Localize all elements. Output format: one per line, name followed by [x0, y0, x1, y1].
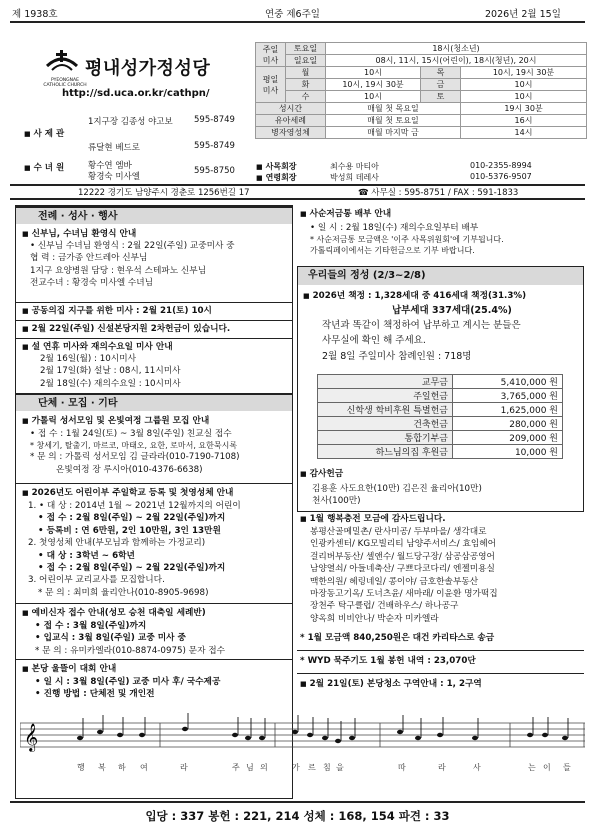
notice-body: • 신부님 수녀님 환영식 : 2월 22일(주일) 교중미사 중 협 력 : 금가종 안드레아 신부님 1지구 요양병원 담당 : 현우석 스테파노 신부님 전교수녀 : 황경숙 미사엘 수녀님: [30, 241, 235, 289]
bulletin-top-bar: [10, 6, 585, 20]
contact-tel: 010-2355-8994: [470, 161, 532, 170]
table-row: 주일헌금 3,765,000 원: [318, 389, 563, 403]
table-row: 건축헌금 280,000 원: [318, 417, 563, 431]
time-cell: 10시: [461, 79, 587, 91]
divider: [297, 673, 584, 674]
contact-name: 박성희 데레사: [330, 173, 379, 182]
time-cell: 10시: [326, 67, 421, 79]
staff-role: 수 녀 원: [33, 163, 65, 173]
hymn-lyrics: 행 복 하 여 라 주 님 의 가 르 침 을 따 라 사 는 이 들: [77, 763, 571, 772]
logo-subtitle: PYEONGNAE CATHOLIC CHURCH: [43, 78, 87, 88]
bullet-icon: [303, 291, 313, 301]
label: 평일: [262, 74, 279, 84]
day-cell: 금: [421, 79, 461, 91]
notice-title: ■ 감사헌금: [300, 468, 343, 480]
section-header: 단체 · 모집 · 기타: [16, 393, 292, 411]
service-when: 매월 첫 토요일: [326, 115, 461, 127]
contact-name: 최수용 마티아: [330, 162, 379, 171]
section-header: 우리들의 정성 (2/3~2/8): [298, 267, 583, 285]
notice-body: 1. • 대 상 : 2014년 1월 ~ 2021년 12월까지의 어린이 • 접 수 : 2월 8일(주일) ~ 2월 22일(주일)까지 • 등록비 : 연 6만원, 2인 10만원, 3인 13만원 2. 첫영성체 안내(부모님과 함께하는 가정교리) • 대 상 : 3학년 ~ 6학년 • 접 수 : 2월 8일(주일) ~ 2월 22일(주일)까지 3. 어린이부 교리교사를 모집합니다. * 문 의 : 최미희 율리안나(010-8905-9698): [28, 501, 241, 598]
label: 미사: [262, 85, 279, 95]
bullet-icon: [300, 679, 310, 689]
service-time: 19시 30분: [461, 103, 587, 115]
notice-title: ■ 신부님, 수녀님 환영식 안내: [22, 228, 136, 240]
bullet-icon: [22, 229, 32, 239]
service-when: 매월 첫 목요일: [326, 103, 461, 115]
notice-text: * WYD 묵주기도 1월 봉헌 내역 : 23,070단: [300, 656, 476, 666]
divider: [16, 320, 292, 321]
time-cell: 10시, 19시 30분: [461, 67, 587, 79]
service-time: 16시: [461, 115, 587, 127]
service-label: 성시간: [256, 103, 326, 115]
divider: [16, 603, 292, 604]
divider: [16, 302, 292, 303]
service-label: 병자영성체: [256, 127, 326, 139]
notice-title: ■ 2026년 책정 : 1,328세대 중 416세대 책정(31.3%): [303, 290, 526, 302]
bullet-icon: [24, 129, 34, 139]
bullet-icon: [256, 173, 266, 182]
notice-body: 2월 16일(월) : 10시미사 2월 17일(화) 설날 : 08시, 11시미사 2월 18일(수) 재의수요일 : 10시미사: [40, 354, 181, 389]
label: 미사: [262, 55, 279, 65]
notice-title: ■ 설 연휴 미사와 재의수요일 미사 안내: [22, 341, 173, 353]
church-logo-icon: [44, 48, 80, 78]
staff-name: 황수연 엠바: [88, 161, 132, 171]
church-name: 평내성가정성당: [85, 58, 211, 79]
staff-name: 1지구장 김종성 야고보: [88, 117, 173, 127]
office-phone: ☎ 사무실 : 595-8751 / FAX : 591-1833: [358, 188, 519, 198]
mass-schedule-table: [255, 42, 587, 139]
address: 12222 경기도 남양주시 경춘로 1256번길 17: [78, 188, 250, 198]
bulletin-date: 2026년 2월 15일: [485, 9, 561, 20]
divider: [10, 198, 585, 200]
bullet-icon: [22, 664, 32, 674]
bullet-icon: [24, 163, 34, 173]
issue-number: 제 1938호: [12, 9, 58, 20]
staff-tel: 595-8749: [194, 115, 235, 125]
divider: [16, 659, 292, 660]
contact-row: [256, 161, 297, 172]
staff-name: 황경숙 미사엘: [88, 172, 140, 182]
bullet-icon: [22, 416, 32, 426]
notice-title: ■ 사순저금통 배부 안내: [300, 208, 391, 220]
notice-body: 김용훈 사도요한(10만) 김은진 율리아(10만) 천사(100만): [312, 484, 482, 507]
bullet-icon: [22, 306, 32, 316]
time-cell: 10시: [461, 91, 587, 103]
day-cell: 일요일: [286, 55, 326, 67]
label: 주일: [262, 44, 279, 54]
contact-role: 사목회장: [265, 162, 297, 171]
day-cell: 목: [421, 67, 461, 79]
liturgical-week: 연중 제6주일: [265, 9, 320, 20]
day-cell: 월: [286, 67, 326, 79]
divider: [16, 338, 292, 339]
contact-row: [256, 172, 297, 183]
day-cell: 토요일: [286, 43, 326, 55]
divider: [297, 650, 584, 651]
notice-title: ■ 공동의집 지구를 위한 미사 : 2월 21(토) 10시: [22, 305, 212, 317]
bullet-icon: [256, 162, 266, 171]
day-cell: 수: [286, 91, 326, 103]
notice-title: ■ 가톨릭 성서모임 및 온빛여정 그룹원 모집 안내: [22, 415, 209, 427]
bullet-icon: [300, 514, 310, 524]
table-row: 하느님의집 후원금 10,000 원: [318, 445, 563, 459]
time-cell: 10시: [326, 91, 421, 103]
service-time: 14시: [461, 127, 587, 139]
offering-table: [317, 374, 563, 459]
top-divider: [10, 21, 585, 23]
notice-text: * 1월 모금액 840,250원은 대건 카리타스로 송금: [300, 633, 495, 643]
section-header: 전례 · 성사 · 행사: [16, 206, 292, 224]
notice-title: ■ 예비신자 접수 안내(성모 승천 대축일 세례반): [22, 607, 206, 619]
day-cell: 토: [421, 91, 461, 103]
staff-tel: 595-8749: [194, 141, 235, 151]
staff-tel: 595-8750: [194, 166, 235, 176]
bullet-icon: [300, 209, 310, 219]
notice-title: ■ 2월 22일(주일) 신설본당지원 2차헌금이 있습니다.: [22, 323, 230, 335]
table-row: 통합기부금 209,000 원: [318, 431, 563, 445]
bullet-icon: [22, 324, 32, 334]
notice-body: • 접 수 : 3월 8일(주일)까지 • 입교식 : 3월 8일(주일) 교중 미사 중 * 문 의 : 유미카엘라(010-8874-0975) 문자 접수: [35, 621, 226, 656]
notice-title: ■ 본당 울뜰이 대회 안내: [22, 663, 116, 675]
notice-title: ■ 2026년도 어린이부 주일학교 등록 및 첫영성체 안내: [22, 487, 233, 499]
bullet-icon: [300, 469, 310, 479]
notice-body: • 접 수 : 1월 24일(토) ~ 3월 8일(주일) 친교실 접수 * 창세기, 탈출기, 마르코, 마태오, 요한, 로마서, 요한묵시록 * 문 의 : 가톨릭 성서모임 김 글라라(010-7190-7108) 온빛여정 장 루시아(010-4376-6638): [30, 429, 240, 475]
notice-title: ■ 2월 21일(토) 본당청소 구역안내 : 1, 2구역: [300, 678, 482, 690]
divider: [16, 483, 292, 484]
day-cell: 화: [286, 79, 326, 91]
table-row: 교무금 5,410,000 원: [318, 375, 563, 389]
staff-role: 사 제 관: [33, 129, 65, 139]
contact-role: 연령회장: [265, 173, 297, 182]
donor-list: 봉평산골메밀촌/ 란사미공/ 두부마을/ 생각대로 인광카센터/ KG모빌리티 남양주서비스/ 효임헤어 걸리버부동산/ 셀앤수/ 월드당구장/ 삼공삼공영어 남양열쇠/ 아들네축산/ 구쁘다코다리/ 엔젤미용실 맥한의원/ 헤링네일/ 콩이야/ 금호한솔부동산 마장동고기옥/ 도너츠윤/ 새마래/ 이윤환 명가떡집 장천주 탁구클럽/ 건배하우스/ 하나공구 양옥희 비비안나/ 박순자 미카엘라: [310, 527, 498, 624]
divider: [10, 801, 585, 803]
contact-tel: 010-5376-9507: [470, 172, 532, 181]
notice-body: • 일 시 : 2월 18일(수) 재의수요일부터 배부 * 사순저금통 모금액은 '이주 사목위원회'에 기부됩니다. 가톨릭페이에서는 기타헌금으로 기부 바랍니다.: [310, 223, 504, 256]
treble-clef-icon: 𝄞: [24, 723, 39, 751]
bullet-icon: [22, 342, 32, 352]
time-cell: 10시, 19시 30분: [326, 79, 421, 91]
staff-name: 류달현 베드로: [88, 143, 140, 153]
notice-body: 납부세대 337세대(25.4%) 작년과 똑같이 책정하여 납부하고 계시는 분들은 사무실에 확인 해 주세요. 2월 8일 주일미사 참례인원 : 718명: [322, 305, 521, 362]
service-when: 매월 마지막 금: [326, 127, 461, 139]
notice-title: ■ 1월 행복충전 모금에 감사드립니다.: [300, 513, 446, 525]
time-cell: 08시, 11시, 15시(어린이), 18시(청년), 20시: [326, 55, 587, 67]
notice-body: • 일 시 : 3월 8일(주일) 교중 미사 후/ 국수제공 • 진행 방법 : 단체전 및 개인전: [35, 677, 221, 700]
time-cell: 18시(청소년): [326, 43, 587, 55]
bullet-icon: [22, 608, 32, 618]
bullet-icon: [22, 488, 32, 498]
service-label: 유아세례: [256, 115, 326, 127]
table-row: 신학생 학비후원 특별헌금 1,625,000 원: [318, 403, 563, 417]
hymn-numbers-footer: 입당 : 337 봉헌 : 221, 214 성체 : 168, 154 파견 : 33: [145, 809, 450, 823]
church-url[interactable]: http://sd.uca.or.kr/cathpn/: [62, 88, 210, 99]
